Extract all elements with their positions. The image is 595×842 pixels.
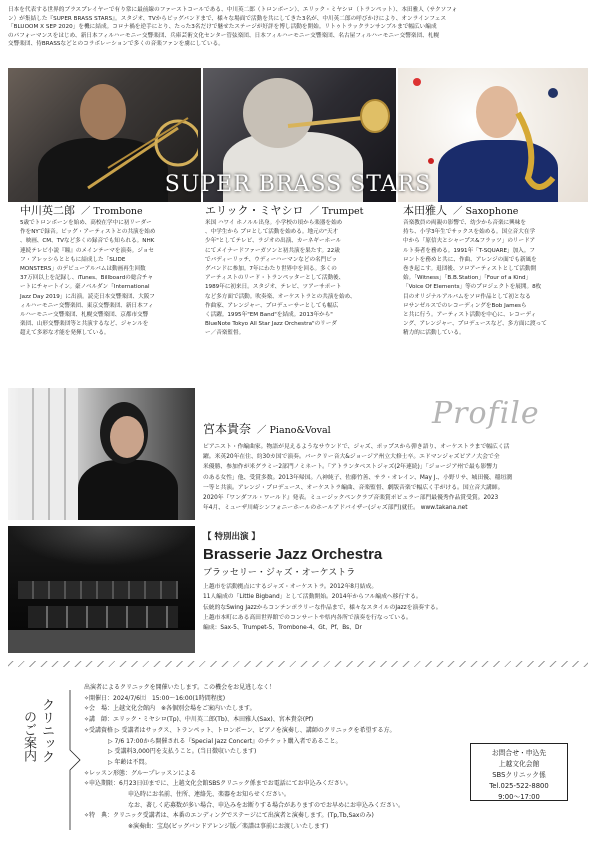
background-dot — [548, 88, 558, 98]
music-stands — [18, 581, 178, 599]
bio-line: 、中学生から プロとして活動を始める。地元の"天才 — [205, 229, 339, 236]
artist-name-row — [403, 204, 583, 218]
artist-nakagawa — [20, 204, 192, 339]
bio-line: 楽団、山形交響楽団等と共演するなど、ジャンルを — [20, 321, 149, 328]
bio-line: ー／音楽監督。 — [205, 330, 245, 337]
bio-line: と共に行う。アーティスト活動を中心に、レコーディ — [403, 312, 537, 319]
artist-name: 本田雅人 — [403, 204, 447, 217]
bio-line: 作曲家、アレンジャー、プロデューサーとしても幅広 — [205, 302, 339, 309]
artist-honda — [403, 204, 583, 339]
clinic-vertical-title — [10, 690, 70, 840]
clinic-lesson-format: ✧レッスン形態：グループレッスンによる — [84, 769, 197, 777]
contact-title: お問合せ・申込先 — [491, 749, 547, 757]
clinic-eligibility: ✧受講資格 ▷ 受講者はサックス、トランペット、トロンボーン、ピアノを演奏し、講師のクリニックを希望する方。 — [84, 726, 396, 734]
bio-line: Jazz Day 2019」に出演。読売日本交響楽団、大阪フ — [20, 293, 155, 300]
bio-line: 少年"としてテレビ、ラジオの出演、カーネギーホール — [205, 238, 342, 245]
artist-instrument: ／ Trombone — [81, 206, 143, 217]
figure-head — [110, 416, 144, 458]
bio-line: 37万回以上を記録し、iTunes、Billboardの総合チャ — [20, 275, 154, 282]
artist-photo-strip — [8, 68, 588, 202]
section-divider — [8, 661, 588, 667]
bio-line: にてメイナードファーガソンと初共演を果たす。22歳 — [205, 247, 340, 254]
clinic-benefit-note: ※演奏曲：宝島(ビッグバンドアレンジ版／楽譜は事前にお渡しいたします) — [128, 823, 329, 831]
bio-line: アーティストのリード・トランペッターとして活動後、 — [205, 275, 345, 282]
background-dot — [428, 158, 434, 164]
bio-line: 米優勝、参加作が米グラミー2部門ノミネート。「アトランタベストジャズ(2年連続)」「ジョージア州で最も影響力 — [203, 464, 498, 471]
bio-line: BlueNote Tokyo All Star Jazz Orchestra"のリーダ — [205, 321, 337, 328]
orchestra-info — [203, 530, 585, 633]
bio-line: ロントを務めと共に、作曲、アレンジの面でも新風を — [403, 256, 537, 263]
photo-orchestra — [8, 526, 195, 653]
background-dot — [413, 78, 421, 86]
bio-line: ルハーモニー交響楽団、札幌交響楽団、京都市交響 — [20, 312, 149, 319]
bio-line: 11人編成の「Little Bigband」として活動開始。2014年からフル編成へ移行する。 — [203, 594, 422, 601]
orchestra-name-kana: ブラッセリー・ジャズ・オーケストラ — [203, 568, 356, 578]
bio-line: 1989年に初来日。スタジオ、テレビ、ツアーサポート — [205, 284, 342, 291]
bio-line: 年4月、ミューザ川崎シンフォニーホールのホールアドバイザー(ジャズ部門)就任。 www.takana.net — [203, 505, 468, 512]
stage-light — [8, 526, 195, 566]
intro-line: のパフォーマンスをはじめ、新日本フィルハーモニー交響楽団、兵庫芸術文化センター管弦楽団、日本フィルハーモニー交響楽団、名古屋フィルハーモニー交響楽団、札幌 — [8, 32, 440, 39]
contact-phone[interactable]: Tel.025-522-8800 — [489, 782, 549, 790]
bio-line: く活躍。1995年"EM Band"を結成。2013年から" — [205, 312, 333, 319]
bio-line: のある女性」他、受賞多数。2013年帰国。八神純子、佐藤竹善、サラ・オレイン、May J.、小野リサ、城田優、稲垣潤 — [203, 474, 513, 481]
bio-line: 「Voice Of Elements」等のプロジェクトを展開。8枚 — [403, 284, 542, 291]
contact-org: 上越文化会館 — [498, 760, 540, 768]
bio-line: 伝統的なSwing Jazzからコンテンポラリーな作品まで、様々なスタイルのJazzを演奏する。 — [203, 604, 442, 611]
bio-line: ートにチャートイン。豪ノベルダン「International — [20, 284, 150, 291]
artist-instrument: ／ Piano&Voval — [257, 425, 331, 436]
bio-line: 始。「Witness」「B.B.Station」「Four of a Kind」 — [403, 275, 532, 282]
bio-line: 上越市を活動拠点にするジャズ・オーケストラ。2012年8月結成。 — [203, 584, 378, 590]
bio-line: ルト奏者を務める。1991年「T-SQUARE」加入。フ — [403, 247, 535, 254]
intro-line: 日本を代表する世界的ブラスプレイヤーで有り常に最前線のファーストコールである、中川英二郎（トロンボーン）、エリック・ミヤシロ（トランペット）、本田雅人（サクソフォ — [8, 7, 458, 13]
profile-script-title: Profile — [432, 396, 540, 431]
bio-line: 音楽教員の両親の影響で、幼少から音楽に興味を — [403, 220, 526, 226]
bio-line: 躍。米英20年在住、約30カ国で演奏。バークリー音大&ジョージア州立大修士卒。エドマンジャズピアノ大会で全 — [203, 454, 500, 461]
bio-line: ロサンゼルスでのレコーディングをBob Jamesら — [403, 302, 527, 309]
photo-miyamoto — [8, 388, 195, 520]
orchestra-bio — [203, 582, 585, 633]
bio-line: 編成：Sax-5、Trumpet-5、Trombone-4、Gt、Pf、Bs、Dr — [203, 625, 362, 632]
bio-line: グバンドに参加。7年にわたり世界中を回る。多くの — [205, 266, 337, 273]
intro-line: ン）が集結した『SUPER BRASS STARS』。スタジオ、TVからビッグバンドまで、様々な場面で活動を共にしてきた3名が、中川英二郎の呼びかけにより、オンラインフェス — [8, 15, 447, 22]
artist-name-row — [205, 204, 383, 218]
clinic-intro: 出演者によるクリニックを開催いたします。この機会をお見逃しなく！ — [84, 684, 276, 691]
bio-line: ィルハーモニー交響楽団、東京交響楽団、新日本フィ — [20, 302, 154, 309]
bio-line: 5歳でトロンボーンを始め、高校在学中に初リーダー — [20, 220, 152, 226]
banner-title: SUPER BRASS STARS — [164, 172, 432, 197]
contact-box — [470, 743, 568, 801]
vertical-title-line: クリニック — [39, 698, 54, 763]
artist-name-row — [203, 422, 585, 436]
bio-line: 巻き起こす。退団後、ソロアーティストとして活動開 — [403, 266, 537, 273]
bio-line: 上越市本町にある高田世界館でのコンサートや県内各所で演奏を行なっている。 — [203, 614, 412, 621]
artist-bio — [205, 219, 383, 339]
orchestra-name: Brasserie Jazz Orchestra — [203, 546, 383, 563]
bio-line: ピアニスト・作編曲家。物語が見えるようなサウンドで、ジャズ、ポップスから弾き語り、オーケストラまで幅広く活 — [203, 444, 510, 450]
artist-bio — [20, 219, 192, 339]
clinic-eligibility-item: ▷ 受講料3,000円を支払うこと。(当日徴収いたします) — [108, 748, 257, 756]
bio-line: など多方面で活動。吹奏楽、オーケストラとの共演を始め、 — [205, 293, 356, 300]
clinic-deadline-note: 申込時にお名前、住所、連絡先、楽器をお知らせください。 — [128, 791, 290, 799]
bio-line: 超えて多彩な才能を発揮している。 — [20, 330, 110, 337]
artist-bio — [203, 442, 585, 513]
clinic-deadline-note: なお、著しく応募数が多い場合、申込みをお断りする場合がありますのでお早めにお申込みください。 — [128, 801, 405, 809]
artist-miyamoto — [203, 422, 585, 513]
bio-line: 、映画、CM、TVなど多くの録音でも知られる。NHK — [20, 238, 155, 245]
clinic-deadline: ✧申込期限：6月23日㈰までに、上越文化会館SBSクリニック係までお電話にてお申込みください。 — [84, 780, 352, 788]
clinic-benefit: ✧特 典：クリニック受講者は、本番のエンディングでステージにて出演者と演奏します。(Tp,Tb,Saxのみ) — [84, 812, 374, 820]
artist-name: 中川英二郎 — [20, 204, 75, 217]
artist-name: エリック・ミヤシロ — [205, 204, 304, 217]
bio-line: 中から「原信夫とシャープス&フラッツ」のリードア — [403, 238, 536, 245]
clinic-eligibility-item: ▷ 7/6 17:00から開催される『Special Jazz Concert』のチケット購入者であること。 — [108, 737, 342, 745]
bio-line: 作をNYで録音。ビッグ・アーティストとの共演を始め — [20, 229, 156, 236]
contact-hours: 9:00～17:00 — [498, 793, 540, 801]
intro-line: 「BLUOOM X SEP 2020」を機に結成。コロナ禍を逆手にとり、たった3名だけで魅せたステージが好評を博し活動を開始。リトゥトラックランサンブルまで幅広い編成 — [8, 24, 437, 31]
artist-miyashiro — [205, 204, 383, 339]
bio-line: 2020年『ワンダフル・ワールド』発表。ミュージックペンクラブ音楽賞ポピュラー部門最優秀作品賞受賞。2023 — [203, 495, 499, 502]
artist-instrument: ／ Saxophone — [453, 206, 519, 217]
music-stands — [28, 606, 178, 628]
clinic-venue: ✧会 場：上越文化会館内 ※各個別会場をご案内いたします。 — [84, 705, 256, 713]
clinic-instructors: ✧講 師：エリック・ミヤシロ(Tp)、中川英二郎(Tb)、本田雅人(Sax)、宮本貴奈(Pf) — [84, 716, 314, 724]
intro-line: 交響楽団、侍BRASSなどとのコラボレーションで多くの音楽ファンを虜にしている。 — [8, 41, 224, 48]
bio-line: 連続テレビ小説『瞳』のメインテーマを演奏。ジョセ — [20, 247, 154, 254]
bio-line: 一等と共演。アレンジ・プロデュース、オーケストラ編曲、音楽監督、劇版音楽で幅広く手がける。国立音大講師。 — [203, 484, 504, 491]
bio-line: 米国 ハワイ ホノルル出身。小学校の頃から楽器を始め — [205, 220, 343, 226]
figure-body — [78, 460, 178, 520]
bio-line: ング、アレンジャー、プロデュースなど、多方面に渡って — [403, 321, 547, 328]
bio-line: MONSTERS」のデビューアルバムは動画再生回数 — [20, 266, 146, 273]
artist-bio — [403, 219, 583, 339]
bio-line: 精力的に活動している。 — [403, 330, 465, 337]
contact-dept: SBSクリニック係 — [492, 771, 546, 779]
clinic-eligibility-item: ▷ 年齢は不問。 — [108, 758, 151, 766]
bio-line: 目のオリジナルアルバムをソロ作品として初となる — [403, 293, 531, 300]
bio-line: フ・アレッシらとともに結成した「SLIDE — [20, 256, 126, 263]
special-guest-tag: 【 特別出演 】 — [203, 532, 260, 542]
clinic-date: ✧開催日：2024/7/6㈯ 15:00～16:00(1時間程度) — [84, 694, 226, 702]
artist-name: 宮本貴奈 — [203, 422, 252, 436]
artist-instrument: ／ Trumpet — [309, 206, 364, 217]
vertical-title-line: のご案内 — [21, 710, 36, 762]
trumpet-icon — [283, 96, 393, 156]
stage-floor — [8, 630, 195, 653]
artist-name-row — [20, 204, 192, 218]
bio-line: でバディーリッチ、ウディーハーマンなどの名門ビッ — [205, 256, 338, 263]
intro-paragraph — [8, 6, 588, 49]
bio-line: 持ち、小学3年生でサックスを始める。国立音大在学 — [403, 229, 536, 236]
window-blinds — [18, 388, 78, 520]
clinic-details — [84, 683, 474, 833]
bracket-chevron-icon — [68, 690, 82, 830]
